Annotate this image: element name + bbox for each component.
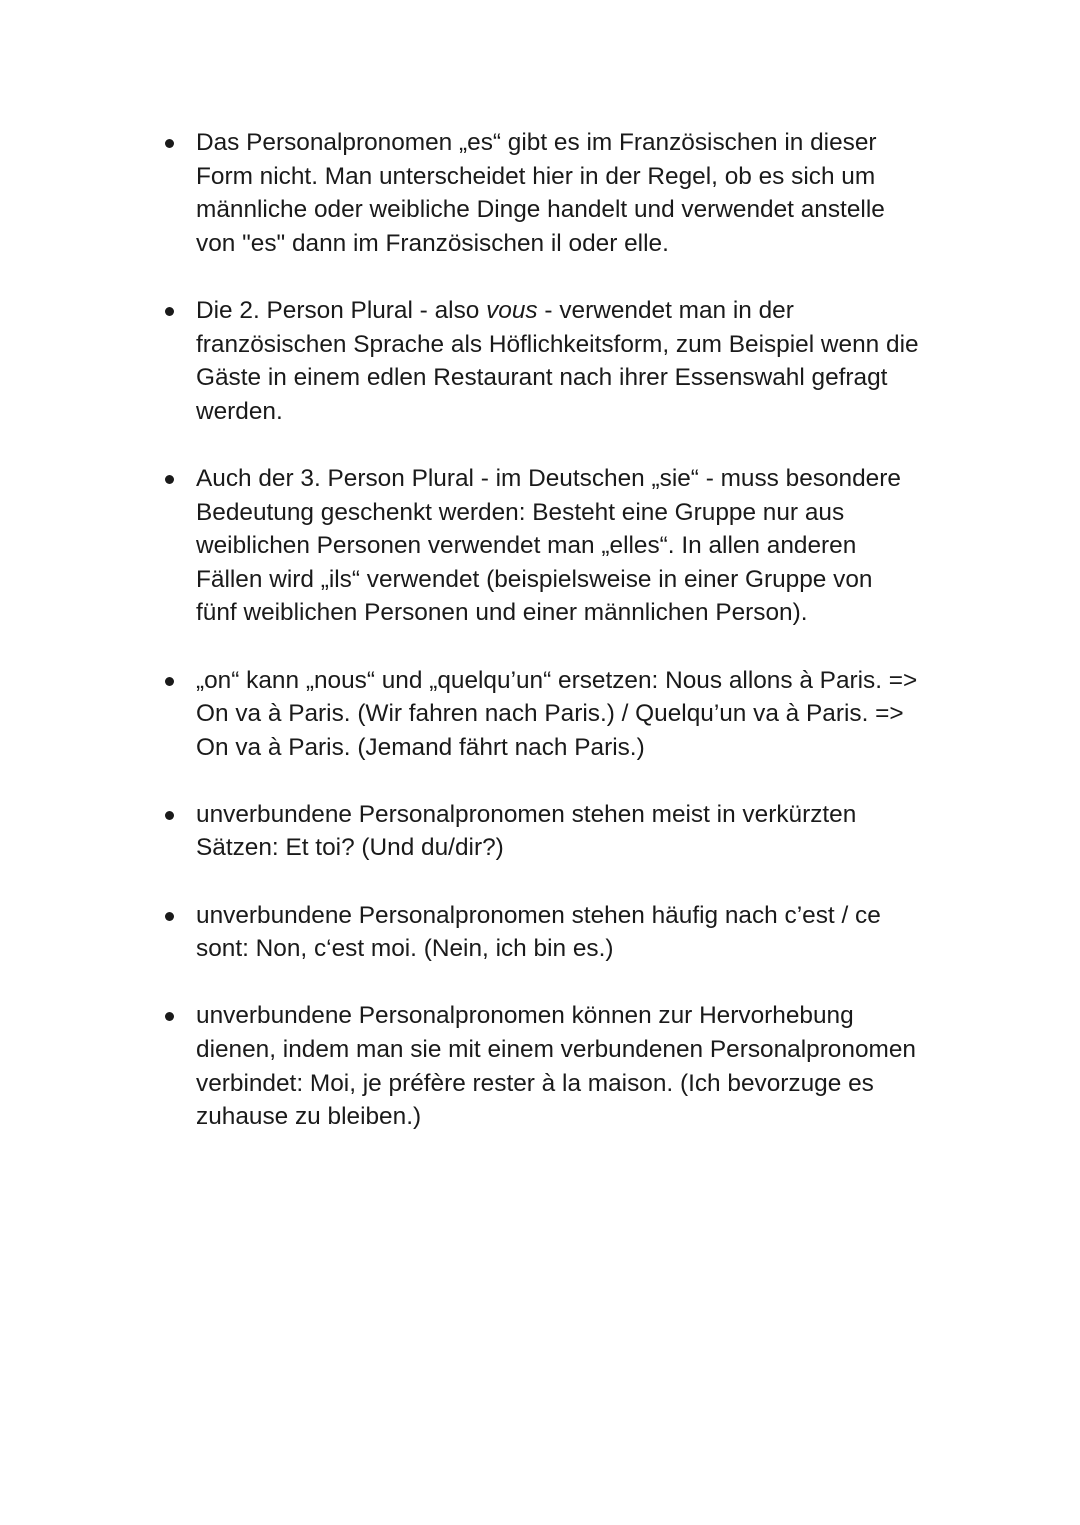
bullet-icon: [165, 912, 174, 921]
text-line: männliche oder weibliche Dinge handelt und verwendet anstelle: [196, 196, 885, 224]
list-item-text: [196, 798, 963, 865]
text-line: werden.: [196, 397, 283, 425]
list-item-text: [196, 664, 963, 765]
text-line: Auch der 3. Person Plural - im Deutschen „sie“ - muss besondere: [196, 464, 901, 492]
text-line: Form nicht. Man unterscheidet hier in der Regel, ob es sich um: [196, 162, 876, 190]
list-item: [163, 294, 963, 428]
list-item-text: [196, 294, 963, 428]
text-line: unverbundene Personalpronomen stehen meist in verkürzten: [196, 800, 857, 828]
list-item-text: [196, 899, 963, 966]
text-line: Bedeutung geschenkt werden: Besteht eine Gruppe nur aus: [196, 498, 845, 526]
bullet-list: [163, 126, 963, 1167]
text-line: Gäste in einem edlen Restaurant nach ihrer Essenswahl gefragt: [196, 364, 888, 392]
text-line: unverbundene Personalpronomen stehen häufig nach c’est / ce: [196, 901, 881, 929]
bullet-icon: [165, 1012, 174, 1021]
text-line: Fällen wird „ils“ verwendet (beispielsweise in einer Gruppe von: [196, 565, 873, 593]
list-item: [163, 664, 963, 765]
text-line: Das Personalpronomen „es“ gibt es im Französischen in dieser: [196, 129, 877, 156]
text-line: On va à Paris. (Jemand fährt nach Paris.): [196, 733, 645, 761]
list-item: [163, 999, 963, 1133]
list-item: [163, 899, 963, 966]
list-item-text: [196, 462, 963, 630]
bullet-icon: [165, 139, 174, 148]
italic-term: vous: [486, 296, 538, 324]
text-line: verbindet: Moi, je préfère rester à la maison. (Ich bevorzuge es: [196, 1069, 874, 1097]
list-item-text: [196, 999, 963, 1133]
text-line: On va à Paris. (Wir fahren nach Paris.) / Quelqu’un va à Paris. =>: [196, 700, 904, 728]
text-line: fünf weiblichen Personen und einer männlichen Person).: [196, 599, 808, 627]
text-line: weiblichen Personen verwendet man „elles“. In allen anderen: [196, 532, 857, 560]
text-line: zuhause zu bleiben.): [196, 1103, 422, 1131]
text-run: - verwendet man in der: [537, 296, 794, 324]
list-item: [163, 798, 963, 865]
text-line: unverbundene Personalpronomen können zur Hervorhebung: [196, 1002, 854, 1030]
text-line: „on“ kann „nous“ und „quelqu’un“ ersetzen: Nous allons à Paris. =>: [196, 666, 918, 694]
list-item: [163, 126, 963, 260]
text-line: [196, 294, 963, 328]
list-item: [163, 462, 963, 630]
text-line: dienen, indem man sie mit einem verbundenen Personalpronomen: [196, 1036, 916, 1064]
text-line: Sätzen: Et toi? (Und du/dir?): [196, 834, 504, 862]
bullet-icon: [165, 475, 174, 484]
text-line: von "es" dann im Französischen il oder elle.: [196, 229, 669, 257]
text-run: Die 2. Person Plural - also: [196, 296, 487, 324]
bullet-icon: [165, 811, 174, 820]
text-line: französischen Sprache als Höflichkeitsform, zum Beispiel wenn die: [196, 330, 919, 358]
list-item-text: [196, 126, 963, 260]
text-line: sont: Non, c‘est moi. (Nein, ich bin es.): [196, 935, 614, 963]
bullet-icon: [165, 677, 174, 686]
bullet-icon: [165, 307, 174, 316]
